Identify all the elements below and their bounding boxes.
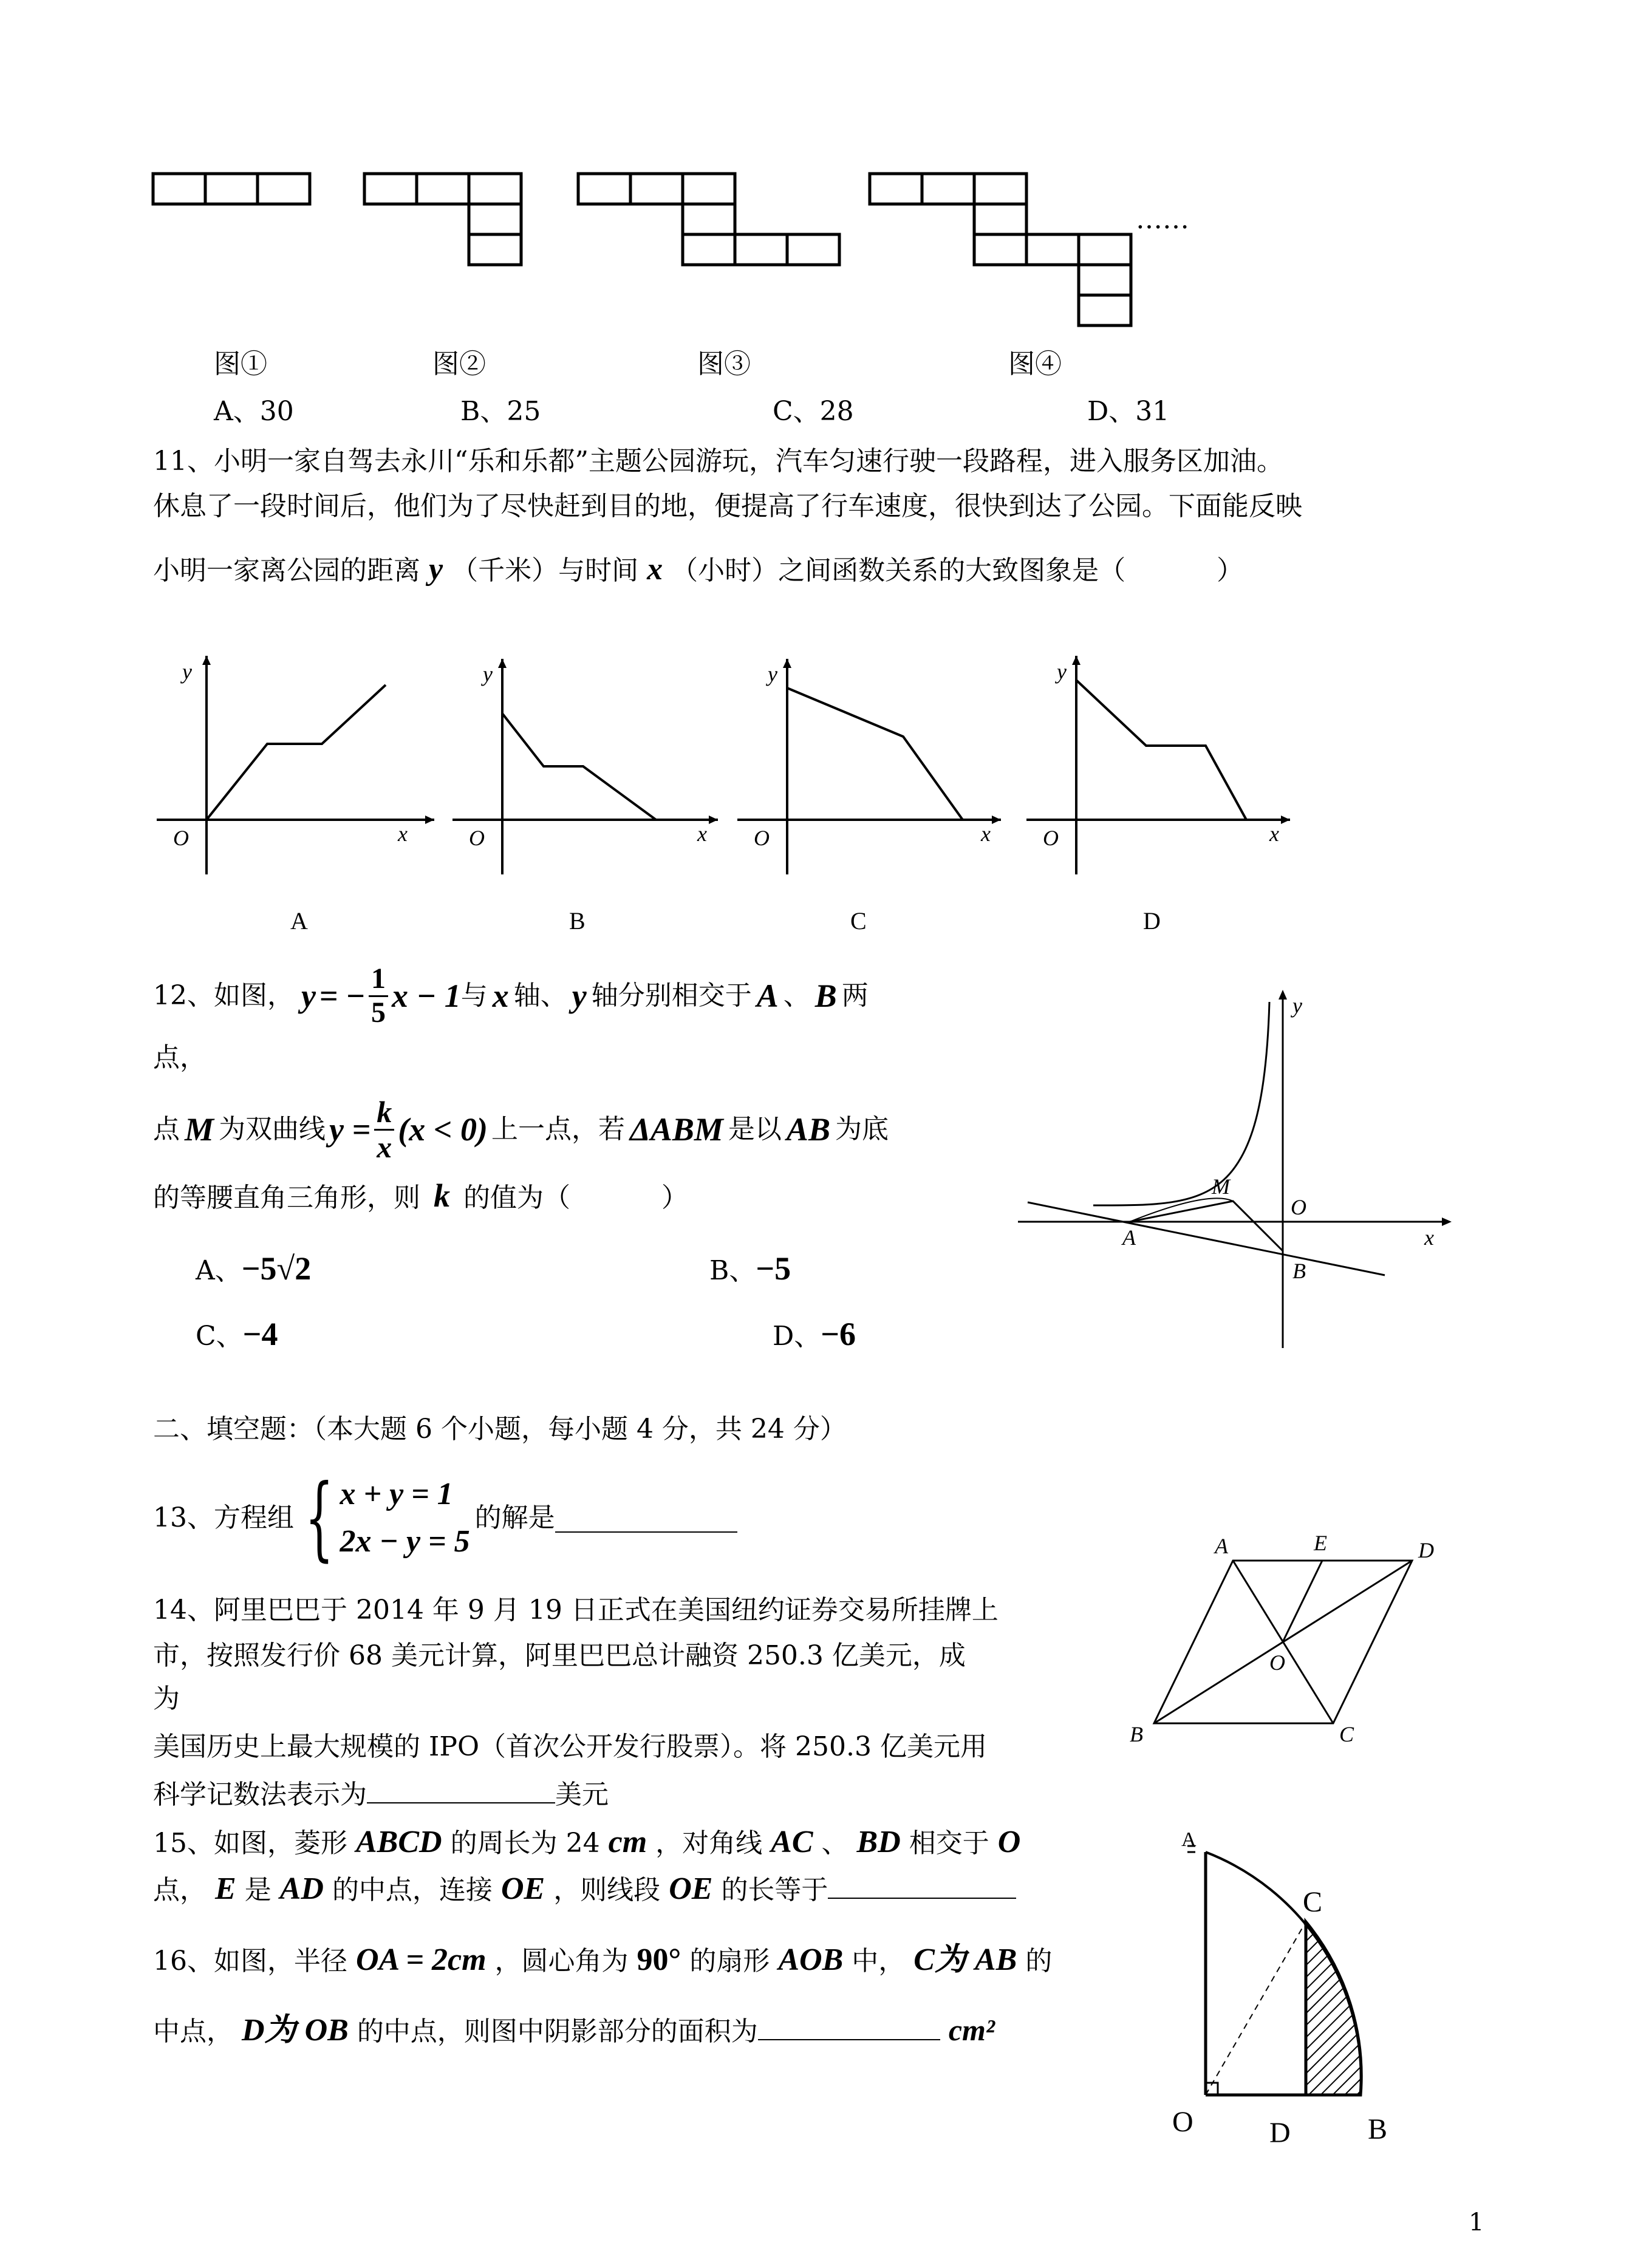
q12-fig-m: M (1212, 1174, 1230, 1199)
q10-fig-label-4: 图④ (1008, 349, 1062, 380)
q15-fig-a: A (1215, 1534, 1228, 1558)
q13-brace: { (304, 1465, 334, 1571)
q15-fig-e: E (1314, 1531, 1327, 1555)
q12-option-d: D、−6 (773, 1316, 856, 1352)
q16-fig-o: O (1172, 2106, 1193, 2138)
page-number: 1 (1469, 2208, 1484, 2236)
q15-fig-b: B (1130, 1722, 1143, 1746)
q15-line-1: 15、如图，菱形 ABCD 的周长为 24 cm ，对角线 AC 、 BD 相交于 O (153, 1825, 1021, 1859)
q10-fig-label-2: 图② (432, 349, 486, 380)
q11-graph-c-x-label: x (981, 822, 991, 846)
q11-graph-c-origin: O (754, 826, 770, 850)
q12-fig-o: O (1291, 1195, 1306, 1219)
q11-graph-b-x-label: x (697, 822, 707, 846)
q11-graph-d-y-label: y (1057, 659, 1067, 684)
q11-graph-b-y-label: y (483, 662, 493, 686)
q16-fig-d: D (1269, 2117, 1291, 2149)
q11-graph-c-y-label: y (768, 662, 777, 686)
q12-option-b: B、−5 (709, 1250, 791, 1287)
q14-line-5: 科学记数法表示为 美元 (153, 1779, 609, 1810)
q15-line-2: 点， E 是 AD 的中点，连接 OE ，则线段 OE 的长等于 (153, 1873, 1016, 1905)
q12-fig-b: B (1292, 1259, 1306, 1283)
q12-line-3: 点 M 为双曲线 y = $\frac{k}{x}$ (x < 0) 上一点，若 ΔABM 是以 AB 为底 (153, 1094, 889, 1164)
q13-line: 13、方程组 { x + y = 1 2x − y = 5 的解是 (153, 1469, 737, 1567)
q10-fig-label-1: 图① (214, 349, 267, 380)
q15-fig-o: O (1269, 1650, 1285, 1675)
q14-line-4: 美国历史上最大规模的 IPO（首次公开发行股票）。将 250.3 亿美元用 (153, 1731, 987, 1762)
q11-graph-a-y-label: y (182, 659, 192, 684)
q15-fig-d: D (1418, 1538, 1434, 1562)
q16-fig-b: B (1368, 2113, 1388, 2145)
section-2-heading: 二、填空题：（本大题 6 个小题，每小题 4 分，共 24 分） (153, 1414, 847, 1445)
q11-graph-c-caption: C (850, 907, 867, 935)
q10-option-a: A、30 (214, 396, 294, 427)
q16-fig-c: C (1303, 1886, 1323, 1918)
q14-line-1: 14、阿里巴巴于 2014 年 9 月 19 日正式在美国纽约证券交易所挂牌上 (153, 1595, 999, 1626)
q12-fig-y: y (1292, 993, 1302, 1018)
q12-option-a: A、−5√2 (196, 1250, 312, 1287)
q10-fig-label-3: 图③ (697, 349, 751, 380)
q16-fig-a: A (1181, 1828, 1197, 1851)
q12-option-c: C、−4 (196, 1316, 278, 1352)
q12-fig-a: A (1122, 1225, 1136, 1250)
q11-graph-b-caption: B (569, 907, 586, 935)
q11-graph-a-origin: O (173, 826, 189, 850)
q14-line-2: 市，按照发行价 68 美元计算，阿里巴巴总计融资 250.3 亿美元，成 (153, 1640, 966, 1671)
q12-line-1: 12、如图， y = − $\frac{1}{5}$ x − 1 与 x 轴、 y 轴分别相交于 A 、 B 两 (153, 962, 869, 1029)
q11-graph-b-origin: O (469, 826, 485, 850)
q10-option-b: B、25 (460, 396, 541, 427)
q11-graph-d-origin: O (1043, 826, 1059, 850)
q11-graph-d-caption: D (1143, 907, 1161, 935)
q11-line-1: 11、小明一家自驾去永川“乐和乐都”主题公园游玩，汽车匀速行驶一段路程，进入服务区加油。 (153, 446, 1283, 477)
q12-line-4: 的等腰直角三角形，则 k 的值为（ ） (153, 1177, 688, 1214)
q11-line-3: 小明一家离公园的距离 y （千米）与时间 x （小时）之间函数关系的大致图象是（ ） (153, 552, 1244, 587)
q12-fig-x: x (1424, 1225, 1434, 1250)
q15-fig-c: C (1339, 1722, 1354, 1746)
q11-line-2: 休息了一段时间后，他们为了尽快赶到目的地，便提高了行车速度，很快到达了公园。下面能反映 (153, 491, 1302, 522)
q16-line-1: 16、如图，半径 OA = 2cm ，圆心角为 90° 的扇形 AOB 中， C为 AB 的 (153, 1943, 1053, 1977)
q16-line-2: 中点， D为 OB 的中点，则图中阴影部分的面积为 cm² (153, 2013, 995, 2048)
q12-line-2: 点， (153, 1042, 207, 1073)
q10-option-c: C、28 (773, 396, 854, 427)
q10-ellipsis: …… (1136, 204, 1189, 235)
q10-option-d: D、31 (1087, 396, 1170, 427)
q11-graph-a-caption: A (290, 907, 308, 935)
q11-graph-d-x-label: x (1269, 822, 1279, 846)
q14-line-3: 为 (153, 1683, 180, 1714)
q11-graph-a-x-label: x (398, 822, 408, 846)
